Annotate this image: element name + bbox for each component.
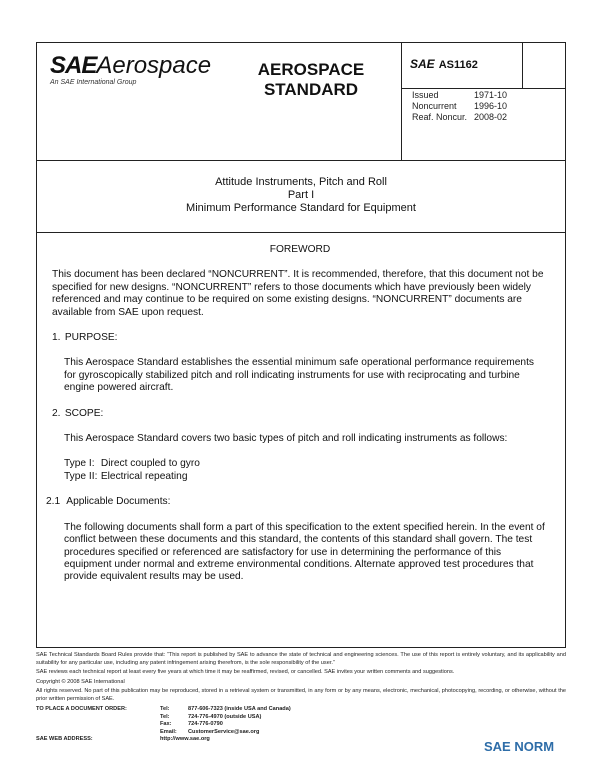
std-box-right-border [522,42,523,88]
web-address-link[interactable]: http://www.sae.org [160,736,210,742]
sae-norm-text: SAE NORM [484,739,555,754]
scope-heading: 2. SCOPE: [52,407,104,419]
order-info: TO PLACE A DOCUMENT ORDER: Tel: 877-606-7323 (inside USA and Canada) Tel: 724-776-4970 (outside USA) Fax: 724-776-0790 Email: CustomerService@sae.org SAE WEB ADDRESS: http://www.sae.org [36,706,291,742]
std-box-bottom-border [401,88,566,89]
logo-subtitle: An SAE International Group [50,79,137,86]
type-row: Type I: Direct coupled to gyro [64,458,200,470]
web-label: SAE WEB ADDRESS: [36,736,93,742]
header-divider [36,160,566,161]
sae-aerospace-logo [50,54,211,86]
standard-number: AS1162 [438,59,478,71]
review-text: SAE reviews each technical report at least every five years at which time it may be reaffirmed, revised, or cancelled. SAE invites your written comments and suggestions. [36,669,455,675]
scope-text: This Aerospace Standard covers two basic types of pitch and roll indicating instruments as follows: [64,433,508,445]
standard-number-box [410,57,478,71]
foreword-heading: FOREWORD [269,244,331,255]
title-line-3: Minimum Performance Standard for Equipment [186,202,416,214]
purpose-heading: 1. PURPOSE: [52,332,118,344]
std-box-left-border [401,42,402,160]
type-row: Type II: Electrical repeating [64,470,188,482]
document-type: AEROSPACE STANDARD [257,60,365,99]
title-divider [36,232,566,233]
order-label: TO PLACE A DOCUMENT ORDER: [36,706,127,712]
rights-text: All rights reserved. No part of this publication may be reproduced, stored in a retrieval system or transmitted, in any form or by any means, electronic, mechanical, photocopying, recording, or otherwise, without the prior written permission of SAE. [36,688,566,702]
document-dates [412,90,507,123]
title-line-2: Part I [287,189,315,201]
order-tel-inside: 877-606-7323 (inside USA and Canada) [188,706,291,712]
copyright-text: Copyright © 2008 SAE International [36,678,125,685]
instrument-types [64,458,548,483]
title-line-1: Attitude Instruments, Pitch and Roll [215,176,387,188]
document-title [36,176,566,215]
order-fax: 724-776-0790 [188,721,223,727]
date-row-reaffirmed: Reaf. Noncur. 2008-02 [412,112,508,122]
order-tel-outside: 724-776-4970 (outside USA) [188,713,262,720]
order-email-link[interactable]: CustomerService@sae.org [188,728,260,735]
sae-norm-brand [482,738,554,756]
applicable-documents-text: The following documents shall form a part of this specification to the extent specified herein. In the event of conflict between these documents and this standard, the contents of this standard shall govern. The test procedures specified or referenced are satisfactory for use in determining the performance of this equipment under normal and extreme environmental conditions. Alternate approved test procedures that provide equivalent results may be used. [64,521,545,583]
purpose-text: This Aerospace Standard establishes the essential minimum safe operational performance requirements for gyroscopically stabilized pitch and roll indicating instruments for use with reciprocating and turbine engine powered aircraft. [64,357,535,394]
applicable-documents-heading: 2.1 Applicable Documents: [46,496,171,508]
footer [36,652,566,744]
logo-sae-text: SAE [50,52,97,79]
board-rules-text: SAE Technical Standards Board Rules provide that: “This report is published by SAE to advance the state of technical and engineering sciences. The use of this report is entirely voluntary, and its applicability and suitability for any particular use, including any patent infringement arising therefrom, is the sole responsibility of the user.” [36,652,566,666]
foreword-text: This document has been declared “NONCURRENT”. It is recommended, therefore, that this document not be specified for new designs. “NONCURRENT” refers to those documents which have previously been widely referenced and may continue to be required on some existing designs. “NONCURRENT” documents are available from SAE upon request. [52,269,544,318]
document-body [46,244,548,597]
logo-aerospace-text: Aerospace [96,52,212,79]
date-row-issued: Issued 1971-10 [412,90,508,100]
sae-mark: SAE [410,57,435,71]
date-row-noncurrent: Noncurrent 1996-10 [412,101,508,111]
